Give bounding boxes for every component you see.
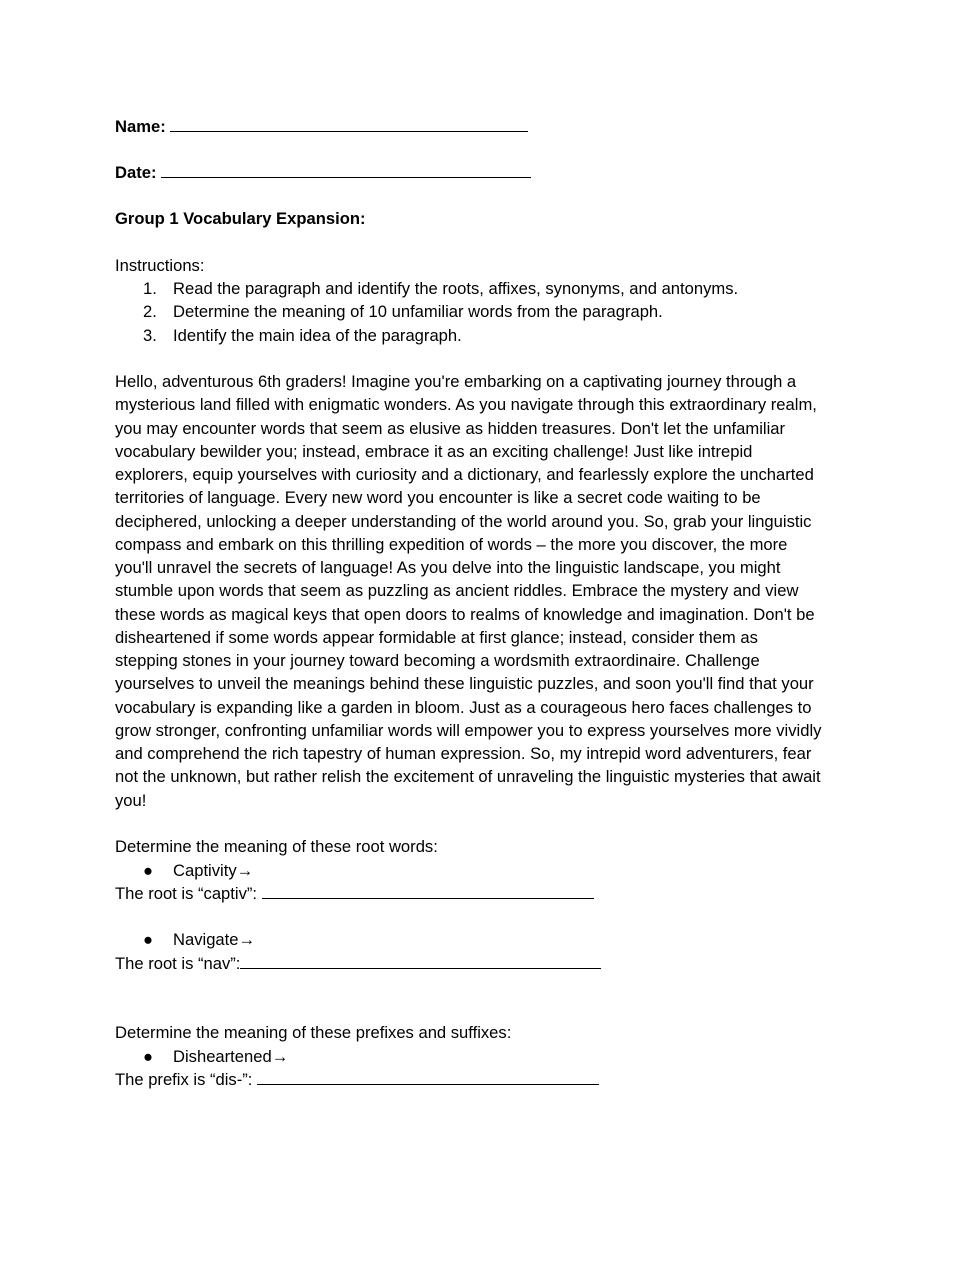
- answer-blank[interactable]: [240, 952, 601, 969]
- paragraph-line: stepping stones in your journey toward becoming a wordsmith extraordinaire. Challenge: [115, 651, 760, 670]
- date-label: Date:: [115, 163, 157, 182]
- root-answer-field[interactable]: [115, 882, 594, 905]
- instruction-item: Determine the meaning of 10 unfamiliar words from the paragraph.: [173, 302, 663, 321]
- answer-blank[interactable]: [262, 882, 594, 899]
- paragraph-line: deciphered, unlocking a deeper understanding of the world around you. So, grab your linguistic: [115, 511, 812, 531]
- instruction-item: Read the paragraph and identify the roots, affixes, synonyms, and antonyms.: [173, 279, 739, 298]
- affixes-heading: Determine the meaning of these prefixes and suffixes:: [115, 1023, 512, 1042]
- name-field[interactable]: [115, 115, 528, 138]
- paragraph-line: compass and embark on this thrilling expedition of words – the more you discover, the more: [115, 534, 788, 554]
- paragraph-line: territories of language. Every new word you encounter is like a secret code waiting to be: [115, 488, 761, 508]
- paragraph-line: disheartened if some words appear formidable at first glance; instead, consider them as: [115, 627, 758, 647]
- paragraph-line: vocabulary is expanding like a garden in bloom. Just as a courageous hero faces challenges to: [115, 697, 812, 717]
- instructions-label: Instructions:: [115, 256, 205, 275]
- affix-word: Disheartened→: [173, 1047, 289, 1066]
- root-word: Navigate→: [173, 930, 256, 949]
- paragraph-line: grow stronger, confronting unfamiliar words will empower you to express yourselves more vividly: [115, 720, 822, 740]
- paragraph-line: not the unknown, but rather relish the excitement of unraveling the linguistic mysteries that await: [115, 767, 821, 787]
- root-answer-field[interactable]: [115, 952, 601, 975]
- bullet-icon: ●: [143, 1047, 154, 1066]
- date-blank[interactable]: [161, 161, 531, 178]
- affix-prompt: The prefix is “dis-”:: [115, 1070, 257, 1089]
- worksheet-title: Group 1 Vocabulary Expansion:: [115, 209, 366, 228]
- paragraph-line: Hello, adventurous 6th graders! Imagine you're embarking on a captivating journey through a: [115, 372, 797, 391]
- root-prompt: The root is “captiv”:: [115, 884, 262, 903]
- paragraph-line: mysterious land filled with enigmatic wonders. As you navigate through this extraordinary realm,: [115, 395, 817, 415]
- root-word: Captivity→: [173, 861, 254, 880]
- paragraph-line: you'll unravel the secrets of language! As you delve into the linguistic landscape, you might: [115, 558, 781, 577]
- affix-answer-field[interactable]: [115, 1068, 599, 1091]
- instruction-item: Identify the main idea of the paragraph.: [173, 326, 462, 345]
- date-field[interactable]: [115, 161, 531, 184]
- instruction-number: 1.: [143, 279, 157, 298]
- paragraph-line: stumble upon words that seem as puzzling as ancient riddles. Embrace the mystery and view: [115, 581, 799, 601]
- paragraph-line: vocabulary bewilder you; instead, embrace it as an exciting challenge! Just like intrepid: [115, 441, 753, 461]
- instruction-number: 3.: [143, 326, 157, 345]
- paragraph-line: and comprehend the rich tapestry of human expression. So, my intrepid word adventurers, fear: [115, 744, 812, 763]
- bullet-icon: ●: [143, 861, 154, 880]
- paragraph-line: you may encounter words that seem as elusive as hidden treasures. Don't let the unfamiliar: [115, 418, 786, 438]
- paragraph-line: yourselves to unveil the meanings behind these linguistic puzzles, and soon you'll find that your: [115, 674, 814, 694]
- instruction-number: 2.: [143, 302, 157, 321]
- paragraph-line: explorers, equip yourselves with curiosity and a dictionary, and fearlessly explore the uncharted: [115, 465, 814, 484]
- name-blank[interactable]: [170, 115, 528, 132]
- paragraph-line: these words as magical keys that open doors to realms of knowledge and imagination. Don't be: [115, 604, 815, 624]
- name-label: Name:: [115, 117, 166, 136]
- answer-blank[interactable]: [257, 1068, 599, 1085]
- paragraph-line: you!: [115, 790, 147, 810]
- root-prompt: The root is “nav”:: [115, 954, 241, 973]
- roots-heading: Determine the meaning of these root words:: [115, 837, 438, 856]
- bullet-icon: ●: [143, 930, 154, 949]
